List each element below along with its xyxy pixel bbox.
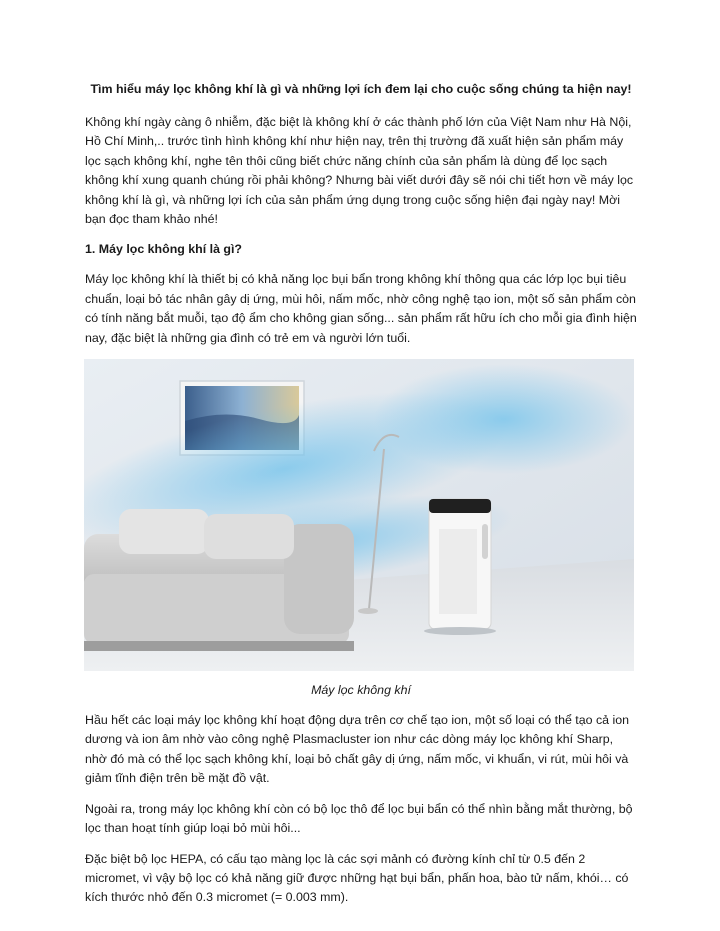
body-paragraph-2: Hầu hết các loại máy lọc không khí hoạt động dựa trên cơ chế tạo ion, một số loại có thể tạo cả ion dương và ion âm nhờ vào công nghệ Plasmacluster ion như các dòng máy lọc không khí Sharp, nhờ đó mà có thể lọc sạch không khí, loại bỏ chất gây dị ứng, nấm mốc, vi khuẩn, vi rút, mùi hôi và giảm tĩnh điện trên bề mặt đồ vật. [85, 713, 630, 786]
section-heading: 1. Máy lọc không khí là gì? [85, 242, 242, 257]
document-page [85, 80, 637, 919]
image-caption: Máy lọc không khí [311, 683, 411, 698]
room-illustration [84, 359, 634, 671]
air-purifier-photo [84, 359, 634, 671]
body-paragraph-3: Ngoài ra, trong máy lọc không khí còn có bộ lọc thô để lọc bụi bẩn có thể nhìn bằng mắt thường, bộ lọc than hoạt tính giúp loại bỏ mùi hôi... [85, 801, 633, 836]
article-title: Tìm hiểu máy lọc không khí là gì và những lợi ích đem lại cho cuộc sống chúng ta hiện nay! [90, 82, 632, 96]
body-paragraph-4: Đặc biệt bộ lọc HEPA, có cấu tạo màng lọc là các sợi mảnh có đường kính chỉ từ 0.5 đến 2 micromet, vì vậy bộ lọc có khả năng giữ được những hạt bụi bẩn, phấn hoa, bào tử nấm, khói… có kích thước nhỏ đến 0.3 micromet (= 0.003 mm). [85, 851, 629, 905]
intro-paragraph: Không khí ngày càng ô nhiễm, đặc biệt là không khí ở các thành phố lớn của Việt Nam như Hà Nội, Hồ Chí Minh,.. trước tình hình không khí như hiện nay, trên thị trường đã xuất hiện sản phẩm máy lọc sạch không khí, nghe tên thôi cũng biết chức năng chính của sản phẩm là dùng để lọc sạch không khí xung quanh chúng rồi phải không? Nhưng bài viết dưới đây sẽ nói chi tiết hơn về máy lọc không khí là gì, và những lợi ích của sản phẩm ứng dụng trong cuộc sống hiện đại ngày nay! Mời bạn đọc tham khảo nhé! [85, 115, 634, 227]
section-paragraph: Máy lọc không khí là thiết bị có khả năng lọc bụi bẩn trong không khí thông qua các lớp lọc bụi tiêu chuẩn, loại bỏ tác nhân gây dị ứng, mùi hôi, nấm mốc, nhờ công nghệ tạo ion, một số sản phẩm còn có tính năng bắt muỗi, tạo độ ẩm cho không gian sống... sản phẩm rất hữu ích cho mỗi gia đình hiện nay, đặc biệt là những gia đình có trẻ em và người lớn tuổi. [85, 272, 637, 345]
